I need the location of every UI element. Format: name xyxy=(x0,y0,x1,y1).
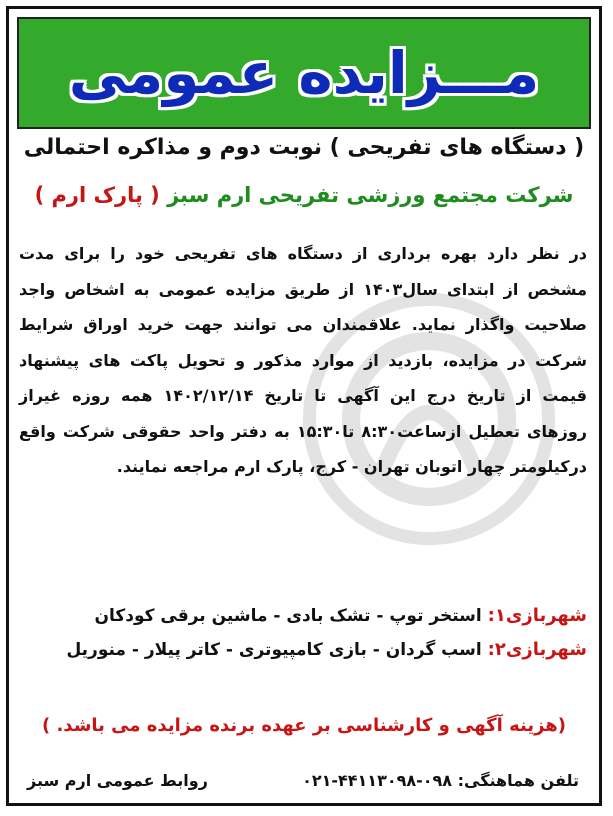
ad-title: مـــزایده عمومی xyxy=(68,39,540,107)
company-name: شرکت مجتمع ورزشی تفریحی ارم سبز xyxy=(167,183,574,207)
game-label-1: شهربازی۱: xyxy=(487,605,587,626)
game-row-1 xyxy=(19,599,587,633)
game-items-2: اسب گردان - بازی کامپیوتری - کاتر پیلار - منوریل xyxy=(66,640,482,660)
public-relations: روابط عمومی ارم سبز xyxy=(27,771,208,790)
subtitle: ( دستگاه های تفریحی ) نوبت دوم و مذاکره احتمالی xyxy=(23,135,585,160)
ad-frame xyxy=(6,6,602,806)
footer xyxy=(27,771,579,790)
company-line xyxy=(17,183,591,207)
body-text: در نظر دارد بهره برداری از دستگاه های تفریحی خود را برای مدت مشخص از ابتدای سال۱۴۰۳ از طریق مزایده عمومی به اشخاص واجد صلاحیت واگذار نماید. علاقمندان می توانند جهت خرید اوراق شرایط شرکت در مزایده، بازدید از موارد مذکور و تحویل پاکت های پیشنهاد قیمت از تاریخ درج این آگهی تا تاریخ ۱۴۰۲/۱۲/۱۴ همه روزه غیراز روزهای تعطیل ازساعت۸:۳۰ تا۱۵:۳۰ به دفتر واحد حقوقی شرکت واقع درکیلومتر چهار اتوبان تهران - کرج، پارک ارم مراجعه نمایند. xyxy=(19,244,588,476)
park-name: ( پارک ارم ) xyxy=(34,183,160,207)
header-banner xyxy=(17,17,591,129)
game-label-2: شهربازی۲: xyxy=(487,639,587,660)
phone-number: تلفن هماهنگی: ۰۹۸-۴۴۱۱۳۰۹۸-۰۲۱ xyxy=(302,771,579,790)
game-items-1: استخر توپ - تشک بادی - ماشین برقی کودکان xyxy=(94,606,482,626)
fee-note: (هزینه آگهی و کارشناسی بر عهده برنده مزایده می باشد. ) xyxy=(41,715,567,736)
game-row-2 xyxy=(19,633,587,667)
games-list xyxy=(19,599,587,667)
